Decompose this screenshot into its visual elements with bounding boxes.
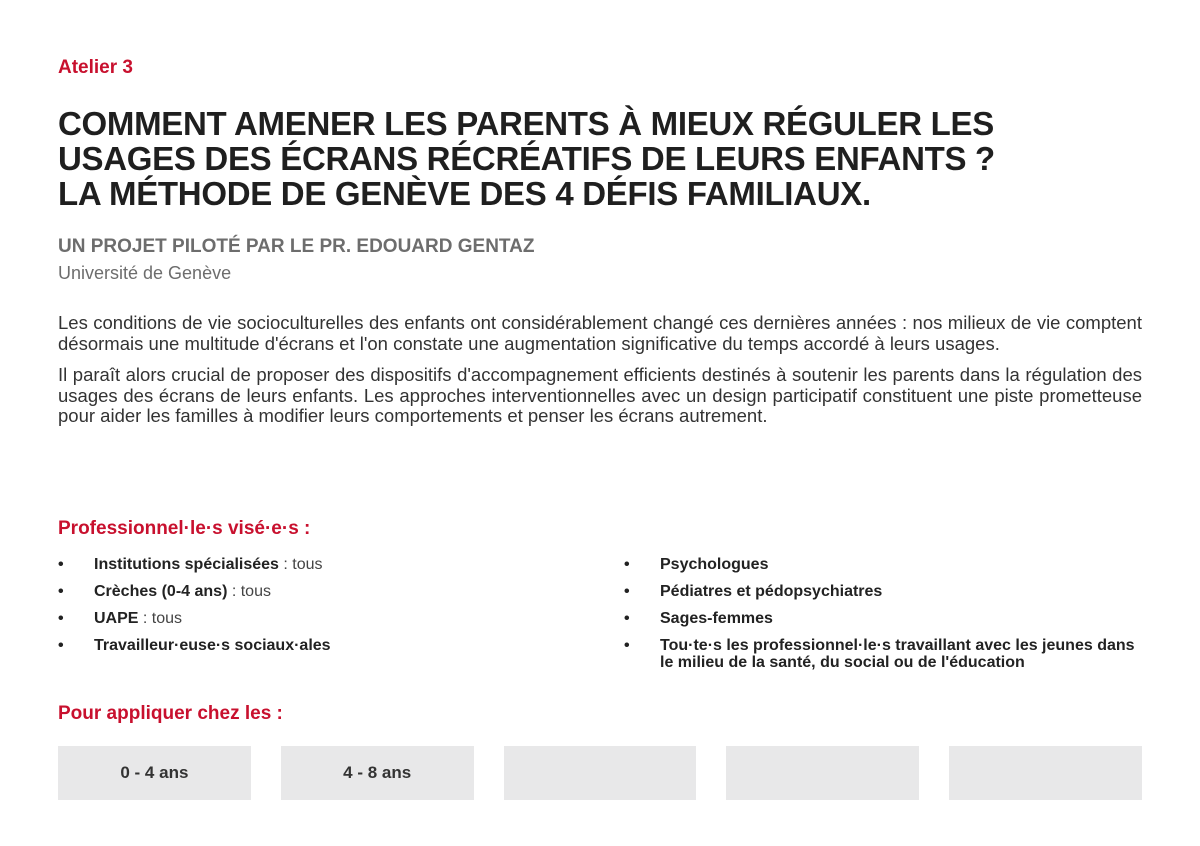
list-item-label: Sages-femmes — [660, 610, 773, 627]
bullet-icon: • — [624, 556, 630, 573]
project-lead: UN PROJET PILOTÉ PAR LE PR. EDOUARD GENTAZ — [58, 236, 535, 257]
list-item — [624, 610, 1142, 627]
list-item — [624, 637, 1142, 671]
page-title — [58, 106, 1142, 211]
list-item — [58, 556, 598, 573]
age-groups — [58, 746, 1142, 800]
list-item — [58, 610, 598, 627]
description-paragraph-1: Les conditions de vie socioculturelles des enfants ont considérablement changé ces dernières années : nos milieux de vie comptent désormais une multitude d'écrans et l'on constate une augmentation significative du temps accordé à leurs usages. — [58, 312, 1142, 354]
atelier-label: Atelier 3 — [58, 57, 133, 78]
list-item-note: : tous — [138, 610, 183, 627]
list-item — [624, 556, 1142, 573]
title-line-1: COMMENT AMENER LES PARENTS À MIEUX RÉGULER LES — [58, 105, 994, 142]
title-line-2: USAGES DES ÉCRANS RÉCRÉATIFS DE LEURS ENFANTS ? — [58, 140, 995, 177]
bullet-icon: • — [624, 637, 630, 654]
bullet-icon: • — [624, 610, 630, 627]
age-box-0-4: 0 - 4 ans — [58, 746, 251, 800]
list-item — [58, 583, 598, 600]
bullet-icon: • — [624, 583, 630, 600]
professionals-list-right — [624, 556, 1142, 681]
age-box-empty — [504, 746, 697, 800]
age-box-empty — [726, 746, 919, 800]
title-line-3: LA MÉTHODE DE GENÈVE DES 4 DÉFIS FAMILIAUX. — [58, 175, 871, 212]
professionals-heading: Professionnel·le·s visé·e·s : — [58, 518, 311, 539]
description-paragraph-2: Il paraît alors crucial de proposer des dispositifs d'accompagnement efficients destinés à soutenir les parents dans la régulation des usages des écrans de leurs enfants. Les approches interventionnelles avec un design participatif constituent une piste prometteuse pour aider les familles à modifier leurs comportements et penser les écrans autrement. — [58, 364, 1142, 426]
list-item-note: : tous — [227, 583, 271, 600]
list-item-label: Institutions spécialisées — [94, 556, 279, 573]
professionals-list-left — [58, 556, 598, 664]
bullet-icon: • — [58, 556, 64, 573]
list-item — [58, 637, 598, 654]
list-item-label: Psychologues — [660, 556, 769, 573]
bullet-icon: • — [58, 637, 64, 654]
age-box-empty — [949, 746, 1142, 800]
bullet-icon: • — [58, 583, 64, 600]
list-item — [624, 583, 1142, 600]
list-item-label: Crèches (0-4 ans) — [94, 583, 228, 600]
list-item-label: Tou·te·s les professionnel·le·s travaillant avec les jeunes dans le milieu de la santé, du social ou de l'éducation — [660, 637, 1135, 671]
bullet-icon: • — [58, 610, 64, 627]
apply-heading: Pour appliquer chez les : — [58, 703, 283, 724]
age-box-4-8: 4 - 8 ans — [281, 746, 474, 800]
list-item-label: Pédiatres et pédopsychiatres — [660, 583, 883, 600]
list-item-label: UAPE — [94, 610, 139, 627]
list-item-label: Travailleur·euse·s sociaux·ales — [94, 637, 331, 654]
university: Université de Genève — [58, 263, 232, 283]
description — [58, 313, 1142, 438]
list-item-note: : tous — [278, 556, 323, 573]
